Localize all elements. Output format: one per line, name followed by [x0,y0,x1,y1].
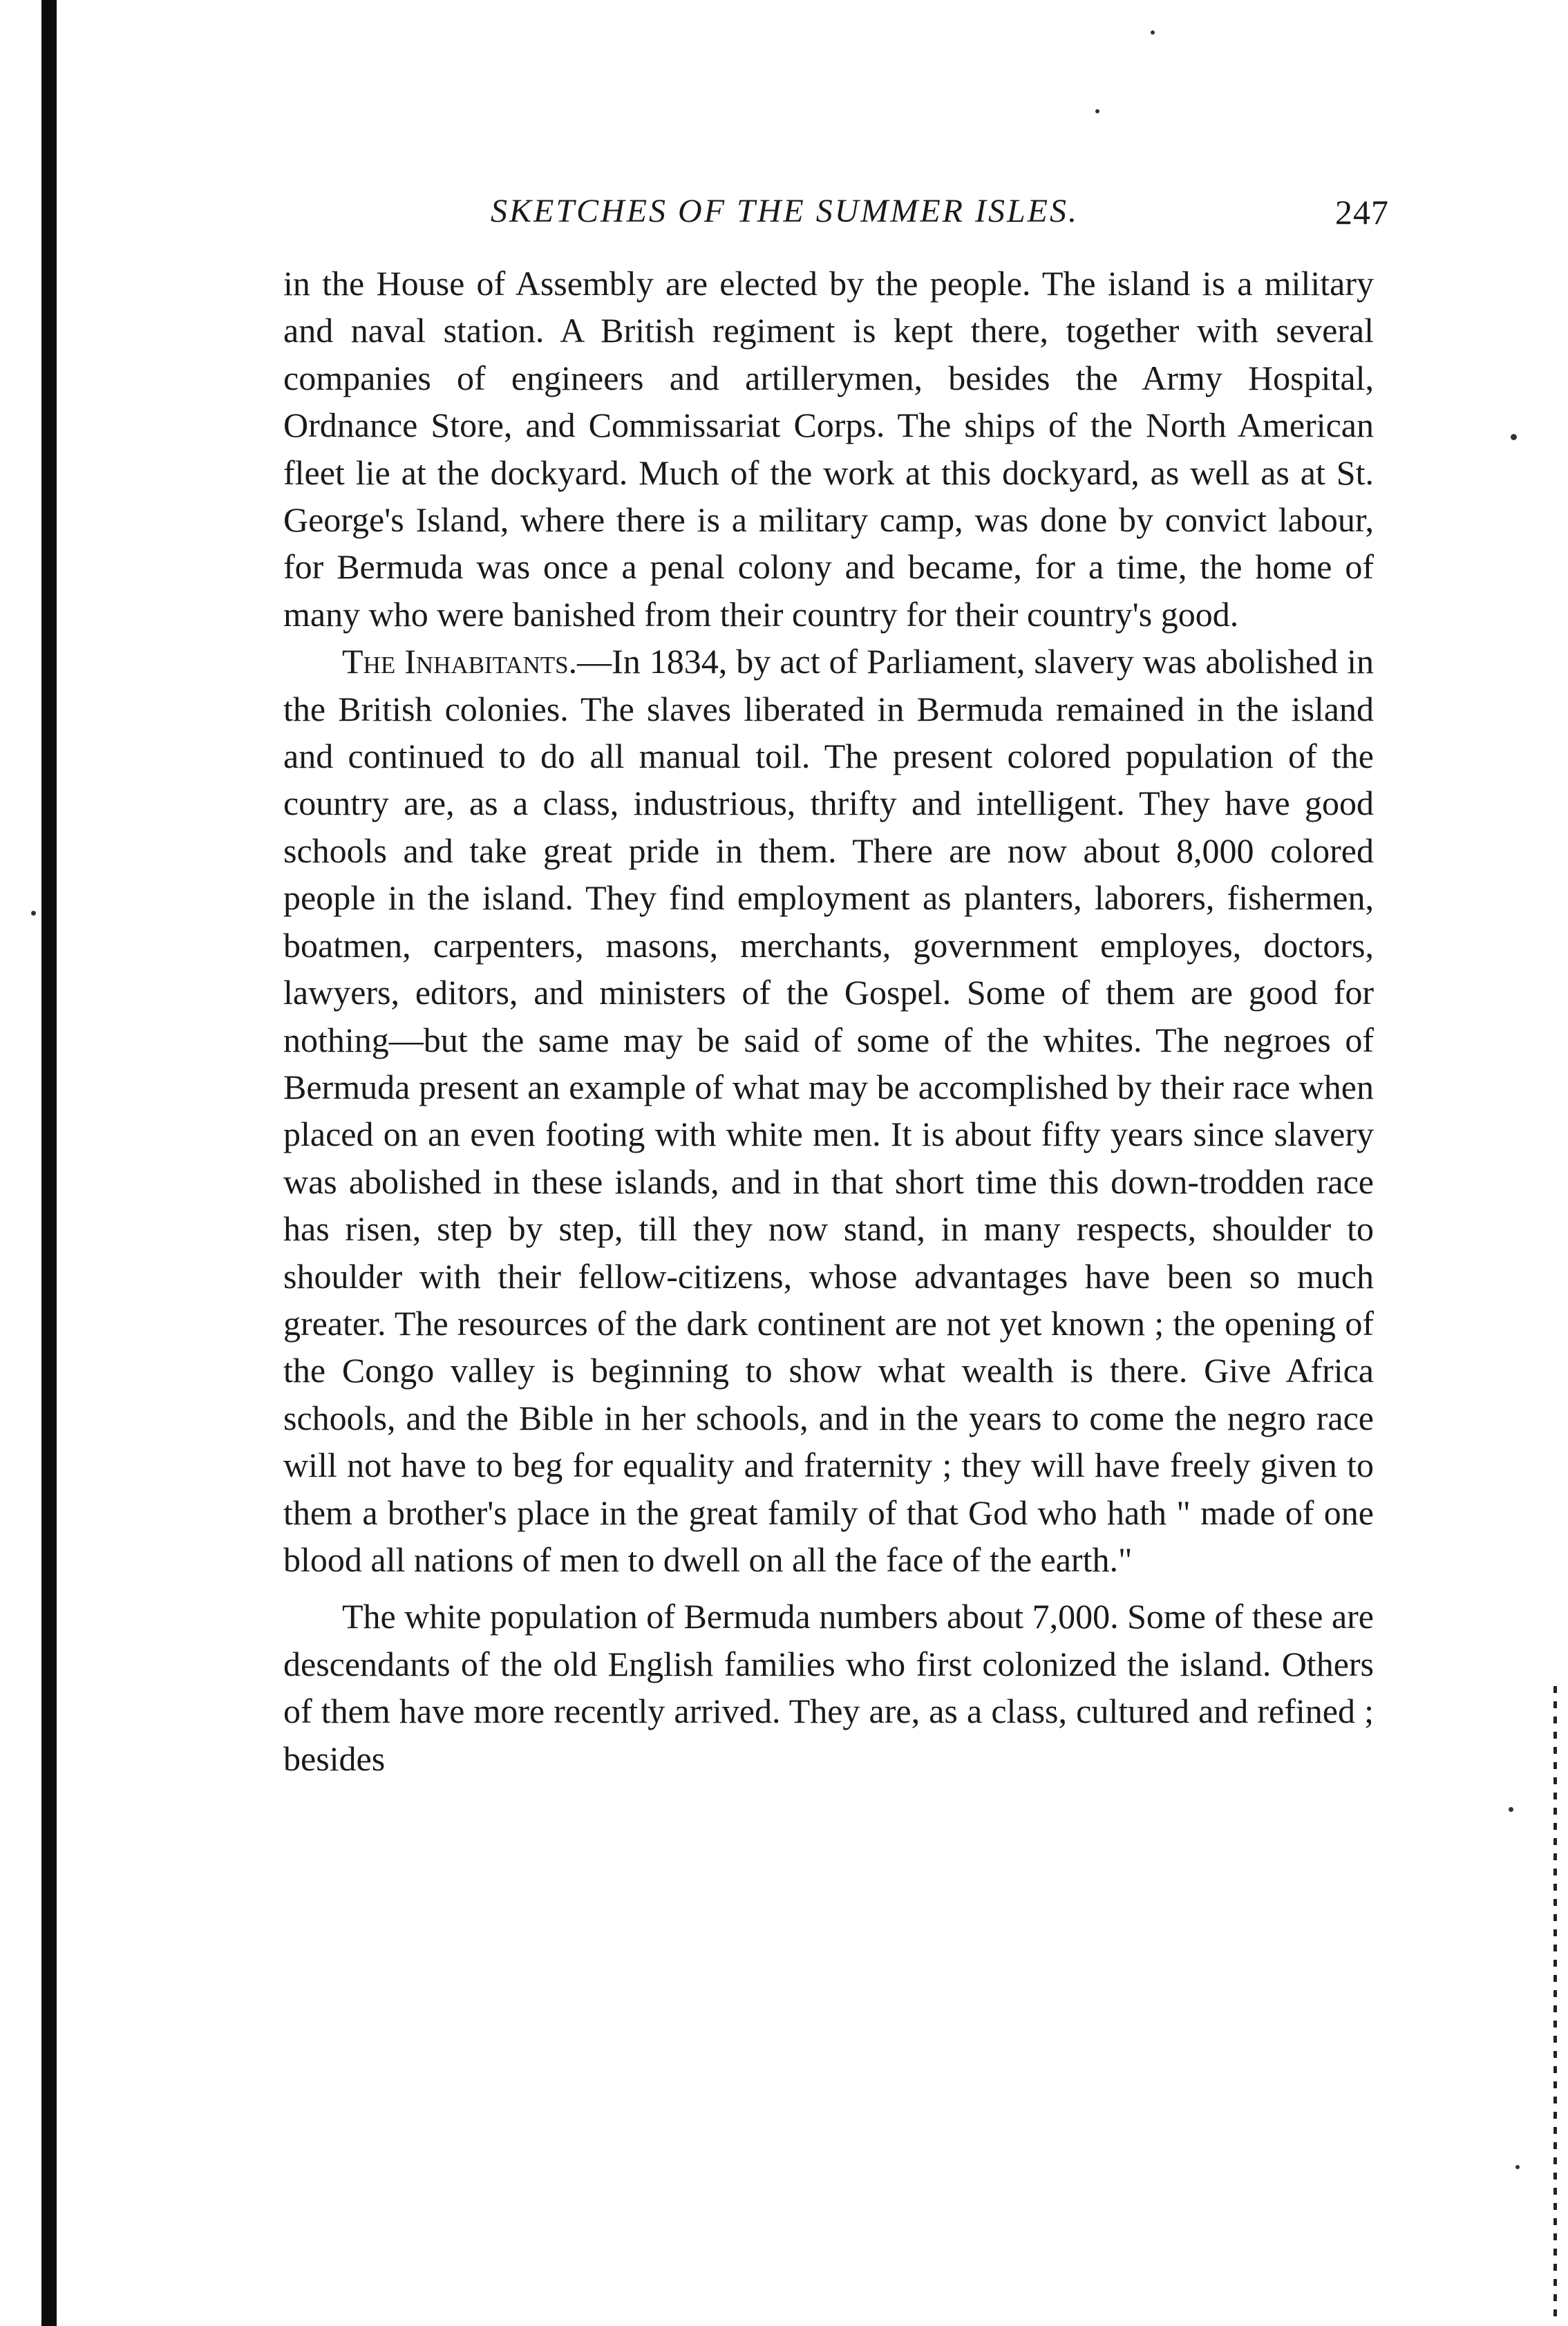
speck [1151,30,1155,35]
paragraph: The white population of Bermuda numbers about 7,000. Some of these are descendants of the old English families who first colonized the island. Others of them have more recently arrived. They are, as a class, cultured and refined ; besides [283,1597,1374,1778]
section-heading: The Inhabitants. [342,642,578,681]
paragraph: in the House of Assembly are elected by the people. The island is a military and naval station. A British regiment is kept there, together with several companies of engineers and artillerymen, besides the Army Hospital, Ordnance Store, and Commissariat Corps. The ships of the North American fleet lie at the dockyard. Much of the work at this dockyard, as well as at St. George's Island, where there is a military camp, was done by convict labour, for Bermuda was once a penal colony and became, for a time, the home of many who were banished from their country for their country's good. [283,264,1374,634]
speck [31,911,36,916]
page-right-edge [1553,1686,1557,2322]
running-title: SKETCHES OF THE SUMMER ISLES. [491,193,1079,229]
speck [1515,2165,1520,2169]
paragraph [283,638,1374,1583]
page-header [283,192,1389,247]
page-binding-edge [41,0,57,2326]
body-text [283,260,1374,1782]
speck [1509,1807,1513,1812]
paragraph-text: —In 1834, by act of Parliament, slavery was abolished in the British colonies. The slaves liberated in Bermuda remained in the island and continued to do all manual toil. The present colored population of the country are, as a class, industrious, thrifty and intelligent. They have good schools and take great pride in them. There are now about 8,000 colored people in the island. They find employment as planters, laborers, fishermen, boatmen, carpenters, masons, merchants, government employes, doctors, lawyers, editors, and ministers of the Gospel. Some of them are good for nothing—but the same may be said of some of the whites. The negroes of Bermuda present an example of what may be accomplished by their race when placed on an even footing with white men. It is about fifty years since slavery was abolished in these islands, and in that short time this down-trodden race has risen, step by step, till they now stand, in many respects, shoulder to shoulder with their fellow-citizens, whose advantages have been so much greater. The resources of the dark continent are not yet known ; the opening of the Congo valley is beginning to show what wealth is there. Give Africa schools, and the Bible in her schools, and in the years to come the negro race will not have to beg for equality and fraternity ; they will have freely given to them a brother's place in the great family of that God who hath " made of one blood all nations of men to dwell on all the face of the earth." [283,642,1374,1579]
speck [1095,109,1099,113]
speck [1511,434,1517,440]
page-number: 247 [1335,193,1389,231]
